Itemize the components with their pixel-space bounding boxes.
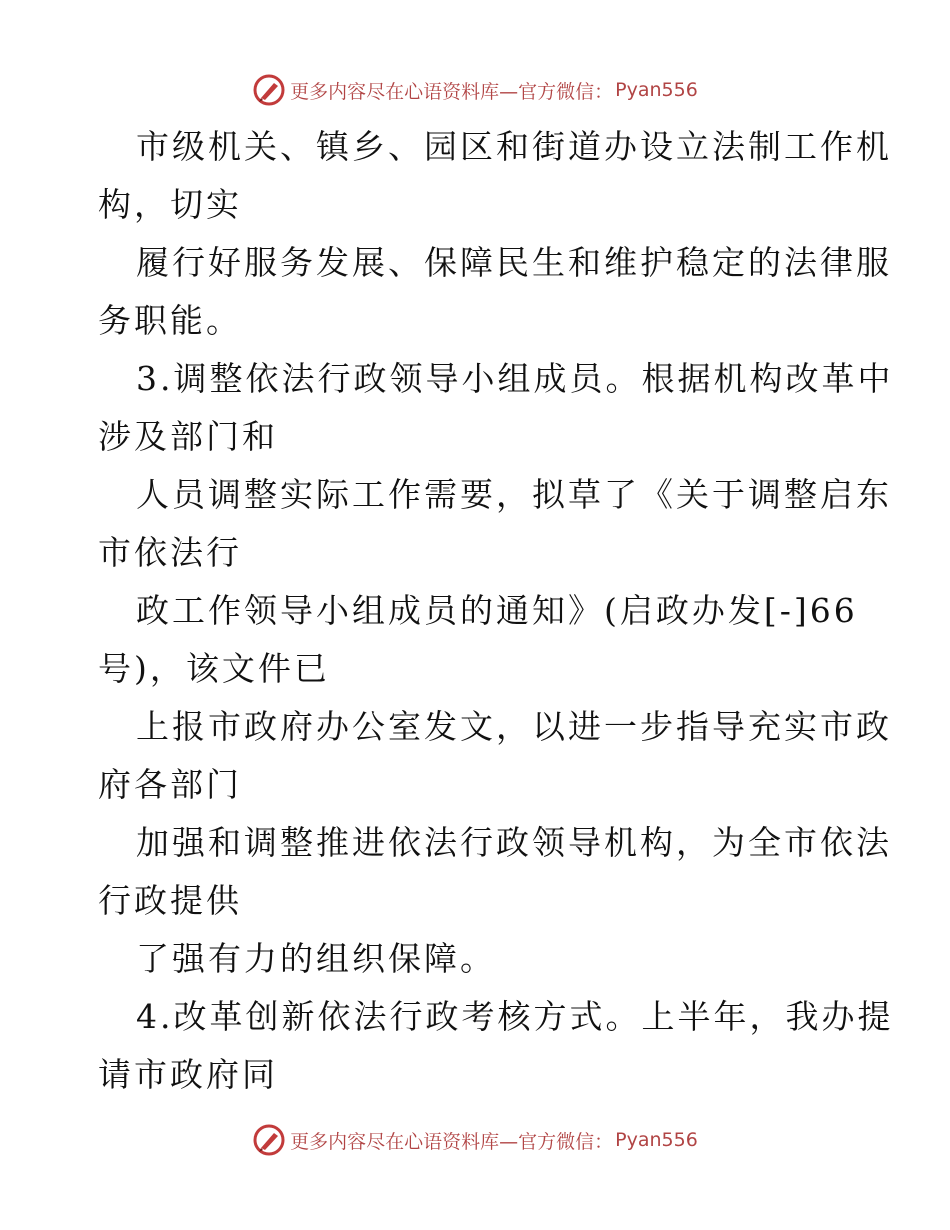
header-watermark [0, 70, 950, 110]
watermark-text: 更多内容尽在心语资料库—官方微信： [290, 1130, 614, 1153]
watermark-wechat-id: Pyan556 [615, 1129, 698, 1151]
text-line: 政工作领导小组成员的通知》(启政办发[-]66 [136, 591, 858, 630]
document-body [98, 118, 894, 1104]
text-line: 号)，该文件已 [98, 649, 330, 688]
text-line: 构，切实 [98, 185, 242, 224]
text-line: 上报市政府办公室发文，以进一步指导充实市政 [136, 707, 892, 746]
text-line: 市级机关、镇乡、园区和街道办设立法制工作机 [136, 127, 892, 166]
text-line: 履行好服务发展、保障民生和维护稳定的法律服 [136, 243, 892, 282]
text-line: 了强有力的组织保障。 [136, 939, 496, 978]
text-line: 务职能。 [98, 301, 242, 340]
text-line: 市依法行 [98, 533, 242, 572]
text-line: 人员调整实际工作需要，拟草了《关于调整启东 [136, 475, 892, 514]
text-line: 行政提供 [98, 881, 242, 920]
text-line: 涉及部门和 [98, 417, 278, 456]
watermark-text: 更多内容尽在心语资料库—官方微信： [290, 80, 614, 103]
text-line: 加强和调整推进依法行政领导机构，为全市依法 [136, 823, 892, 862]
watermark-wechat-id: Pyan556 [615, 79, 698, 101]
text-line: 4.改革创新依法行政考核方式。上半年，我办提 [136, 997, 894, 1036]
text-line: 请市政府同 [98, 1055, 278, 1094]
footer-watermark [0, 1120, 950, 1160]
pen-logo-icon [252, 73, 286, 107]
text-line: 3.调整依法行政领导小组成员。根据机构改革中 [136, 359, 894, 398]
text-line: 府各部门 [98, 765, 242, 804]
pen-logo-icon [252, 1123, 286, 1157]
